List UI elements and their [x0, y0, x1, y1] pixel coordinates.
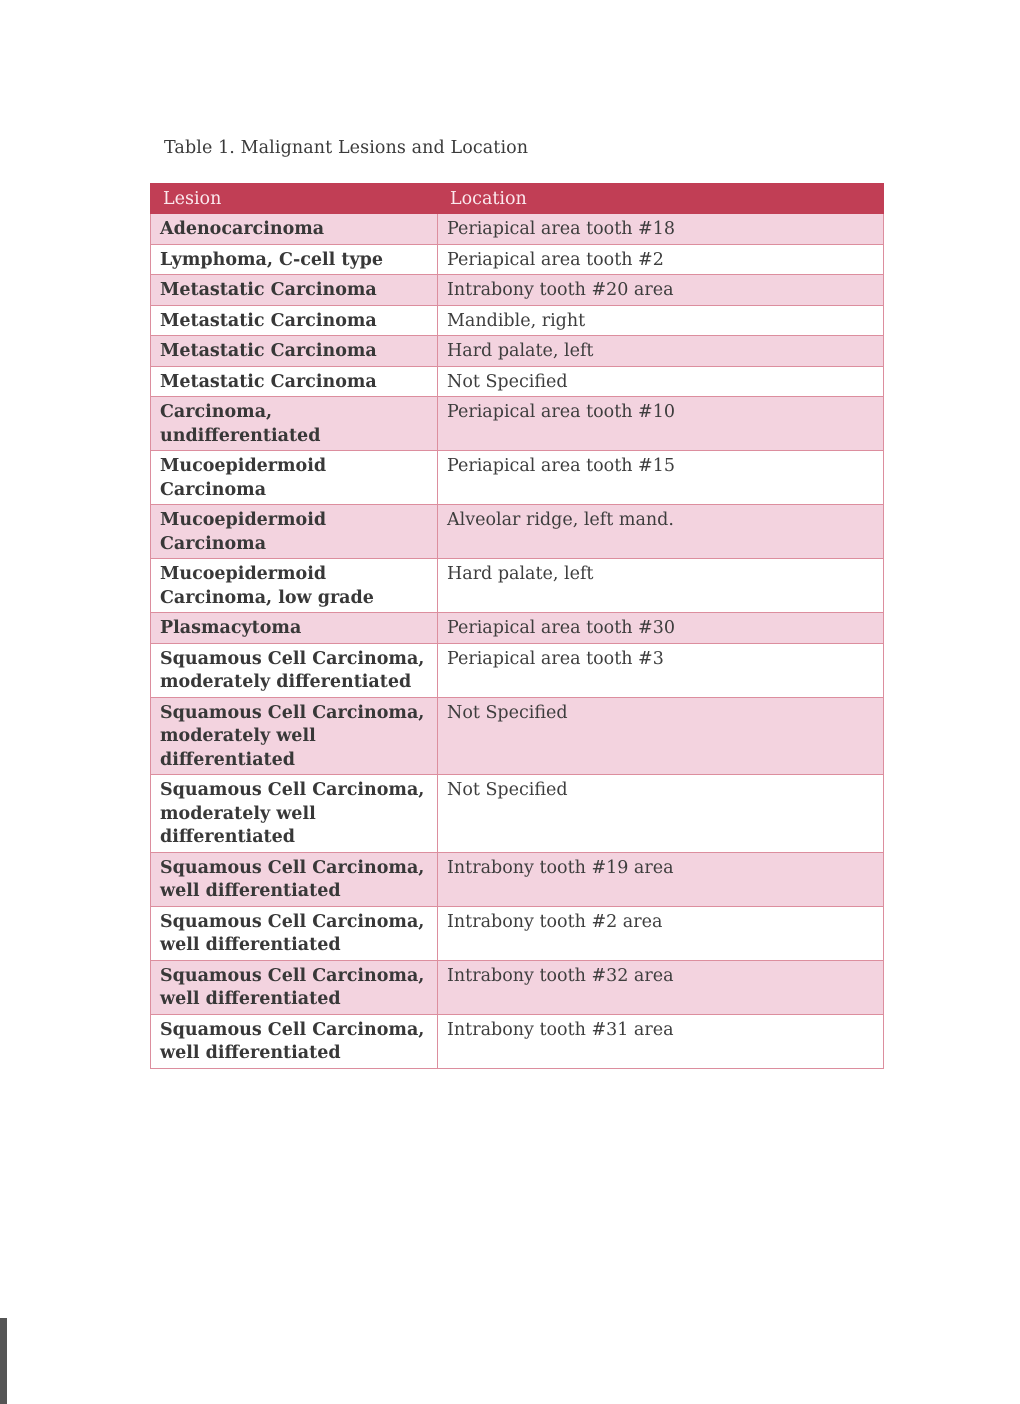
table-row: [151, 336, 884, 367]
table-row: [151, 613, 884, 644]
location-cell: Periapical area tooth #18: [438, 214, 884, 245]
lesion-cell: Squamous Cell Carcinoma, well differentiated: [151, 852, 438, 906]
lesion-cell: Metastatic Carcinoma: [151, 275, 438, 306]
lesion-cell: Metastatic Carcinoma: [151, 305, 438, 336]
table-row: [151, 697, 884, 775]
lesion-cell: Squamous Cell Carcinoma, moderately well differentiated: [151, 775, 438, 853]
header-lesion: Lesion: [151, 184, 438, 214]
table-row: [151, 451, 884, 505]
table-row: [151, 906, 884, 960]
lesion-cell: Adenocarcinoma: [151, 214, 438, 245]
table-row: [151, 214, 884, 245]
header-location: Location: [438, 184, 884, 214]
lesion-cell: Mucoepidermoid Carcinoma: [151, 451, 438, 505]
table-row: [151, 275, 884, 306]
location-cell: Intrabony tooth #31 area: [438, 1014, 884, 1068]
lesion-cell: Squamous Cell Carcinoma, moderately differentiated: [151, 643, 438, 697]
table-body: [151, 214, 884, 1069]
lesion-cell: Metastatic Carcinoma: [151, 336, 438, 367]
table-row: [151, 305, 884, 336]
location-cell: Periapical area tooth #15: [438, 451, 884, 505]
scan-edge-mark: [0, 1318, 7, 1404]
location-cell: Not Specified: [438, 697, 884, 775]
lesion-cell: Squamous Cell Carcinoma, well differentiated: [151, 960, 438, 1014]
lesion-cell: Lymphoma, C-cell type: [151, 244, 438, 275]
location-cell: Not Specified: [438, 366, 884, 397]
location-cell: Mandible, right: [438, 305, 884, 336]
lesion-cell: Plasmacytoma: [151, 613, 438, 644]
location-cell: Intrabony tooth #32 area: [438, 960, 884, 1014]
table-row: [151, 643, 884, 697]
lesion-cell: Squamous Cell Carcinoma, well differentiated: [151, 1014, 438, 1068]
table-row: [151, 852, 884, 906]
location-cell: Intrabony tooth #20 area: [438, 275, 884, 306]
table-row: [151, 397, 884, 451]
lesion-cell: Squamous Cell Carcinoma, moderately well differentiated: [151, 697, 438, 775]
lesion-cell: Squamous Cell Carcinoma, well differentiated: [151, 906, 438, 960]
location-cell: Intrabony tooth #2 area: [438, 906, 884, 960]
location-cell: Not Specified: [438, 775, 884, 853]
lesion-cell: Mucoepidermoid Carcinoma, low grade: [151, 559, 438, 613]
table-caption: Table 1. Malignant Lesions and Location: [164, 138, 529, 158]
location-cell: Alveolar ridge, left mand.: [438, 505, 884, 559]
table-row: [151, 960, 884, 1014]
location-cell: Intrabony tooth #19 area: [438, 852, 884, 906]
table-row: [151, 244, 884, 275]
lesion-cell: Carcinoma, undifferentiated: [151, 397, 438, 451]
location-cell: Periapical area tooth #30: [438, 613, 884, 644]
lesion-cell: Metastatic Carcinoma: [151, 366, 438, 397]
location-cell: Hard palate, left: [438, 559, 884, 613]
table-row: [151, 559, 884, 613]
location-cell: Periapical area tooth #3: [438, 643, 884, 697]
location-cell: Periapical area tooth #2: [438, 244, 884, 275]
table-row: [151, 1014, 884, 1068]
lesions-table-container: [150, 183, 883, 1069]
table-row: [151, 505, 884, 559]
table-header-row: [151, 184, 884, 214]
table-row: [151, 366, 884, 397]
location-cell: Periapical area tooth #10: [438, 397, 884, 451]
lesion-cell: Mucoepidermoid Carcinoma: [151, 505, 438, 559]
lesions-table: [150, 183, 884, 1069]
table-row: [151, 775, 884, 853]
location-cell: Hard palate, left: [438, 336, 884, 367]
